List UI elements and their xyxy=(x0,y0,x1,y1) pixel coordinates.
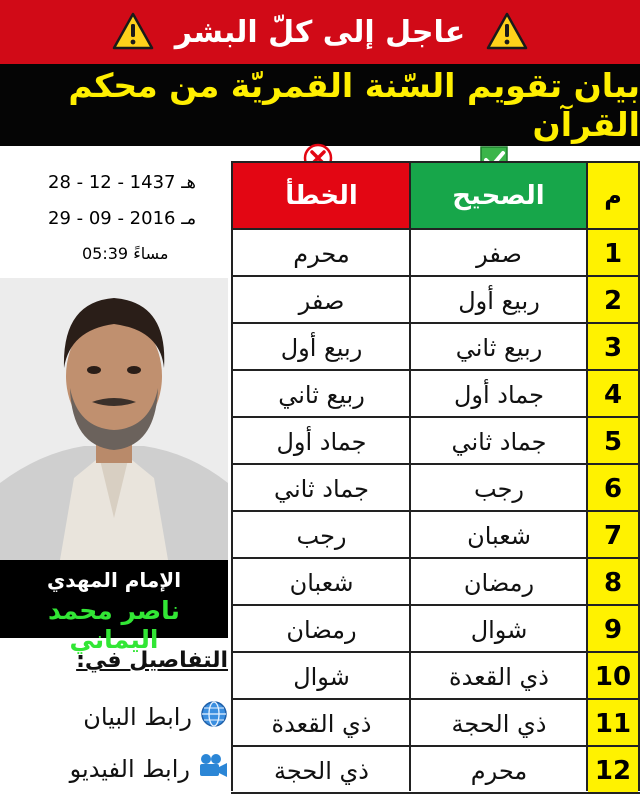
row-number-cell: 1 xyxy=(588,230,638,277)
video-link-label[interactable]: رابط الفيديو xyxy=(69,755,190,783)
portrait-photo xyxy=(0,278,228,560)
hijri-date: 28 - 12 - 1437 هـ xyxy=(48,172,196,193)
grid-line xyxy=(231,161,640,163)
wrong-month-cell: صفر xyxy=(298,286,345,315)
correct-month-cell: جماد أول xyxy=(453,380,545,409)
row-number-cell: 4 xyxy=(588,371,638,418)
table-row xyxy=(233,512,638,559)
correct-month-cell: ربيع أول xyxy=(458,286,540,315)
banner-title: عاجل إلى كلّ البشر xyxy=(174,14,466,50)
row-number-cell: 2 xyxy=(588,277,638,324)
grid-line xyxy=(409,161,411,791)
row-number-cell: 11 xyxy=(588,700,638,747)
correct-month-cell: رجب xyxy=(474,474,524,503)
warning-icon xyxy=(486,12,528,54)
grid-line xyxy=(231,510,640,512)
time-stamp: 05:39 مساءً xyxy=(82,244,169,263)
subtitle-banner xyxy=(0,64,640,146)
wrong-month-cell: محرم xyxy=(293,239,350,268)
grid-line xyxy=(231,463,640,465)
table-row xyxy=(233,324,638,371)
movie-camera-icon xyxy=(198,752,228,786)
wrong-month-cell: جماد ثاني xyxy=(273,474,369,503)
table-row xyxy=(233,371,638,418)
grid-line xyxy=(231,698,640,700)
grid-line xyxy=(231,416,640,418)
warning-icon xyxy=(112,12,154,54)
wrong-month-cell: ربيع أول xyxy=(280,333,363,362)
table-row xyxy=(233,700,638,747)
grid-line xyxy=(231,161,233,791)
header-correct: الصحيح xyxy=(411,163,586,228)
table-row xyxy=(233,230,638,277)
table-row xyxy=(233,465,638,512)
row-number-cell: 7 xyxy=(588,512,638,559)
wrong-month-cell: ذي القعدة xyxy=(271,709,372,738)
globe-icon xyxy=(200,700,228,734)
table-row xyxy=(233,418,638,465)
grid-line xyxy=(231,228,640,230)
table-row xyxy=(233,277,638,324)
row-number-cell: 3 xyxy=(588,324,638,371)
row-number-cell: 5 xyxy=(588,418,638,465)
grid-line xyxy=(231,369,640,371)
grid-line xyxy=(231,557,640,559)
wrong-month-cell: شعبان xyxy=(289,568,354,597)
wrong-month-cell: شوال xyxy=(293,662,350,691)
wrong-month-cell: جماد أول xyxy=(276,427,367,456)
header-wrong: الخطأ xyxy=(233,163,410,228)
table-row xyxy=(233,559,638,606)
row-number-cell: 12 xyxy=(588,747,638,794)
grid-line xyxy=(231,792,640,794)
person-title: الإمام المهدي xyxy=(46,568,182,592)
row-number-cell: 9 xyxy=(588,606,638,653)
header-number: م xyxy=(588,163,638,228)
correct-month-cell: صفر xyxy=(476,239,522,268)
person-name: ناصر محمد اليماني xyxy=(48,596,180,654)
correct-month-cell: ذي القعدة xyxy=(449,662,549,691)
grid-line xyxy=(586,161,588,791)
correct-month-cell: شعبان xyxy=(467,521,531,550)
grid-line xyxy=(231,275,640,277)
table-row xyxy=(233,606,638,653)
table-row xyxy=(233,747,638,794)
urgent-banner xyxy=(0,0,640,64)
wrong-month-cell: ذي الحجة xyxy=(274,756,369,785)
grid-line xyxy=(231,322,640,324)
grid-line xyxy=(231,651,640,653)
correct-month-cell: ربيع ثاني xyxy=(455,333,543,362)
statement-link-label[interactable]: رابط البيان xyxy=(83,703,192,731)
row-number-cell: 8 xyxy=(588,559,638,606)
wrong-month-cell: ربيع ثاني xyxy=(278,380,365,409)
page-title: بيان تقويم السّنة القمريّة من محكم القرآن xyxy=(68,66,640,144)
wrong-month-cell: رمضان xyxy=(286,615,357,644)
correct-month-cell: ذي الحجة xyxy=(451,709,547,738)
gregorian-date: 29 - 09 - 2016 مـ xyxy=(48,208,197,229)
correct-month-cell: رمضان xyxy=(463,568,535,597)
correct-month-cell: محرم xyxy=(470,756,528,785)
correct-month-cell: شوال xyxy=(470,615,528,644)
table-row xyxy=(233,653,638,700)
correct-month-cell: جماد ثاني xyxy=(451,427,547,456)
video-link[interactable] xyxy=(70,752,228,786)
person-caption xyxy=(0,560,228,654)
grid-line xyxy=(231,745,640,747)
row-number-cell: 10 xyxy=(588,653,638,700)
statement-link[interactable] xyxy=(83,700,228,734)
details-title: التفاصيل في: xyxy=(76,648,228,673)
wrong-month-cell: رجب xyxy=(296,521,347,550)
grid-line xyxy=(231,604,640,606)
row-number-cell: 6 xyxy=(588,465,638,512)
